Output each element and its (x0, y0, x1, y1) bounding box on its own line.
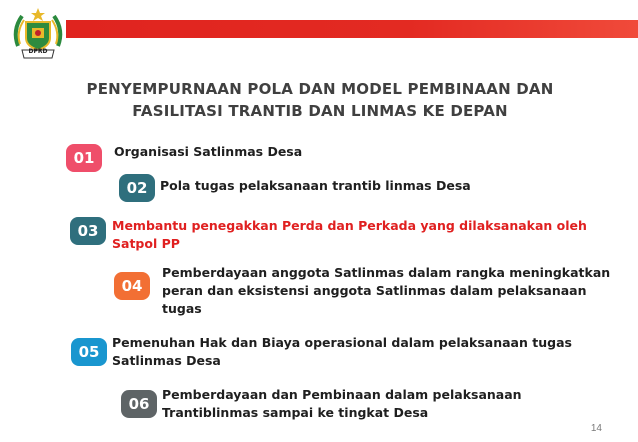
badge-06: 06 (121, 390, 157, 418)
logo-label: DPRD (28, 48, 48, 55)
list-item (112, 334, 572, 370)
list-item (112, 217, 587, 253)
item-text-line-2: Satlinmas Desa (112, 353, 221, 368)
item-text-line-2: Trantiblinmas sampai ke tingkat Desa (162, 405, 429, 420)
badge-01: 01 (66, 144, 102, 172)
badge-05: 05 (71, 338, 107, 366)
page-number: 14 (590, 423, 602, 434)
item-text-line-1: Pemberdayaan dan Pembinaan dalam pelaksanaan (162, 387, 522, 402)
dprd-logo (8, 6, 68, 62)
item-text-line-3: tugas (162, 301, 202, 316)
item-text-line-2: Satpol PP (112, 236, 180, 251)
badge-04: 04 (114, 272, 150, 300)
item-text-line-1: Membantu penegakkan Perda dan Perkada yang dilaksanakan oleh (112, 218, 587, 233)
list-item (160, 177, 471, 195)
item-text: Organisasi Satlinmas Desa (114, 144, 303, 159)
badge-03: 03 (70, 217, 106, 245)
title-line-2: FASILITASI TRANTIB DAN LINMAS KE DEPAN (132, 102, 508, 120)
badge-02: 02 (119, 174, 155, 202)
slide-title (60, 78, 580, 122)
item-text-line-1: Pemenuhan Hak dan Biaya operasional dalam pelaksanaan tugas (112, 335, 572, 350)
item-text-line-1: Pemberdayaan anggota Satlinmas dalam rangka meningkatkan (162, 265, 611, 280)
list-item (114, 143, 302, 161)
list-item (162, 386, 522, 422)
item-text: Pola tugas pelaksanaan trantib linmas Desa (160, 178, 471, 193)
header-bar (66, 20, 638, 38)
item-text-line-2: peran dan eksistensi anggota Satlinmas dalam pelaksanaan (162, 283, 587, 298)
list-item (162, 264, 610, 318)
title-line-1: PENYEMPURNAAN POLA DAN MODEL PEMBINAAN DAN (86, 80, 554, 98)
